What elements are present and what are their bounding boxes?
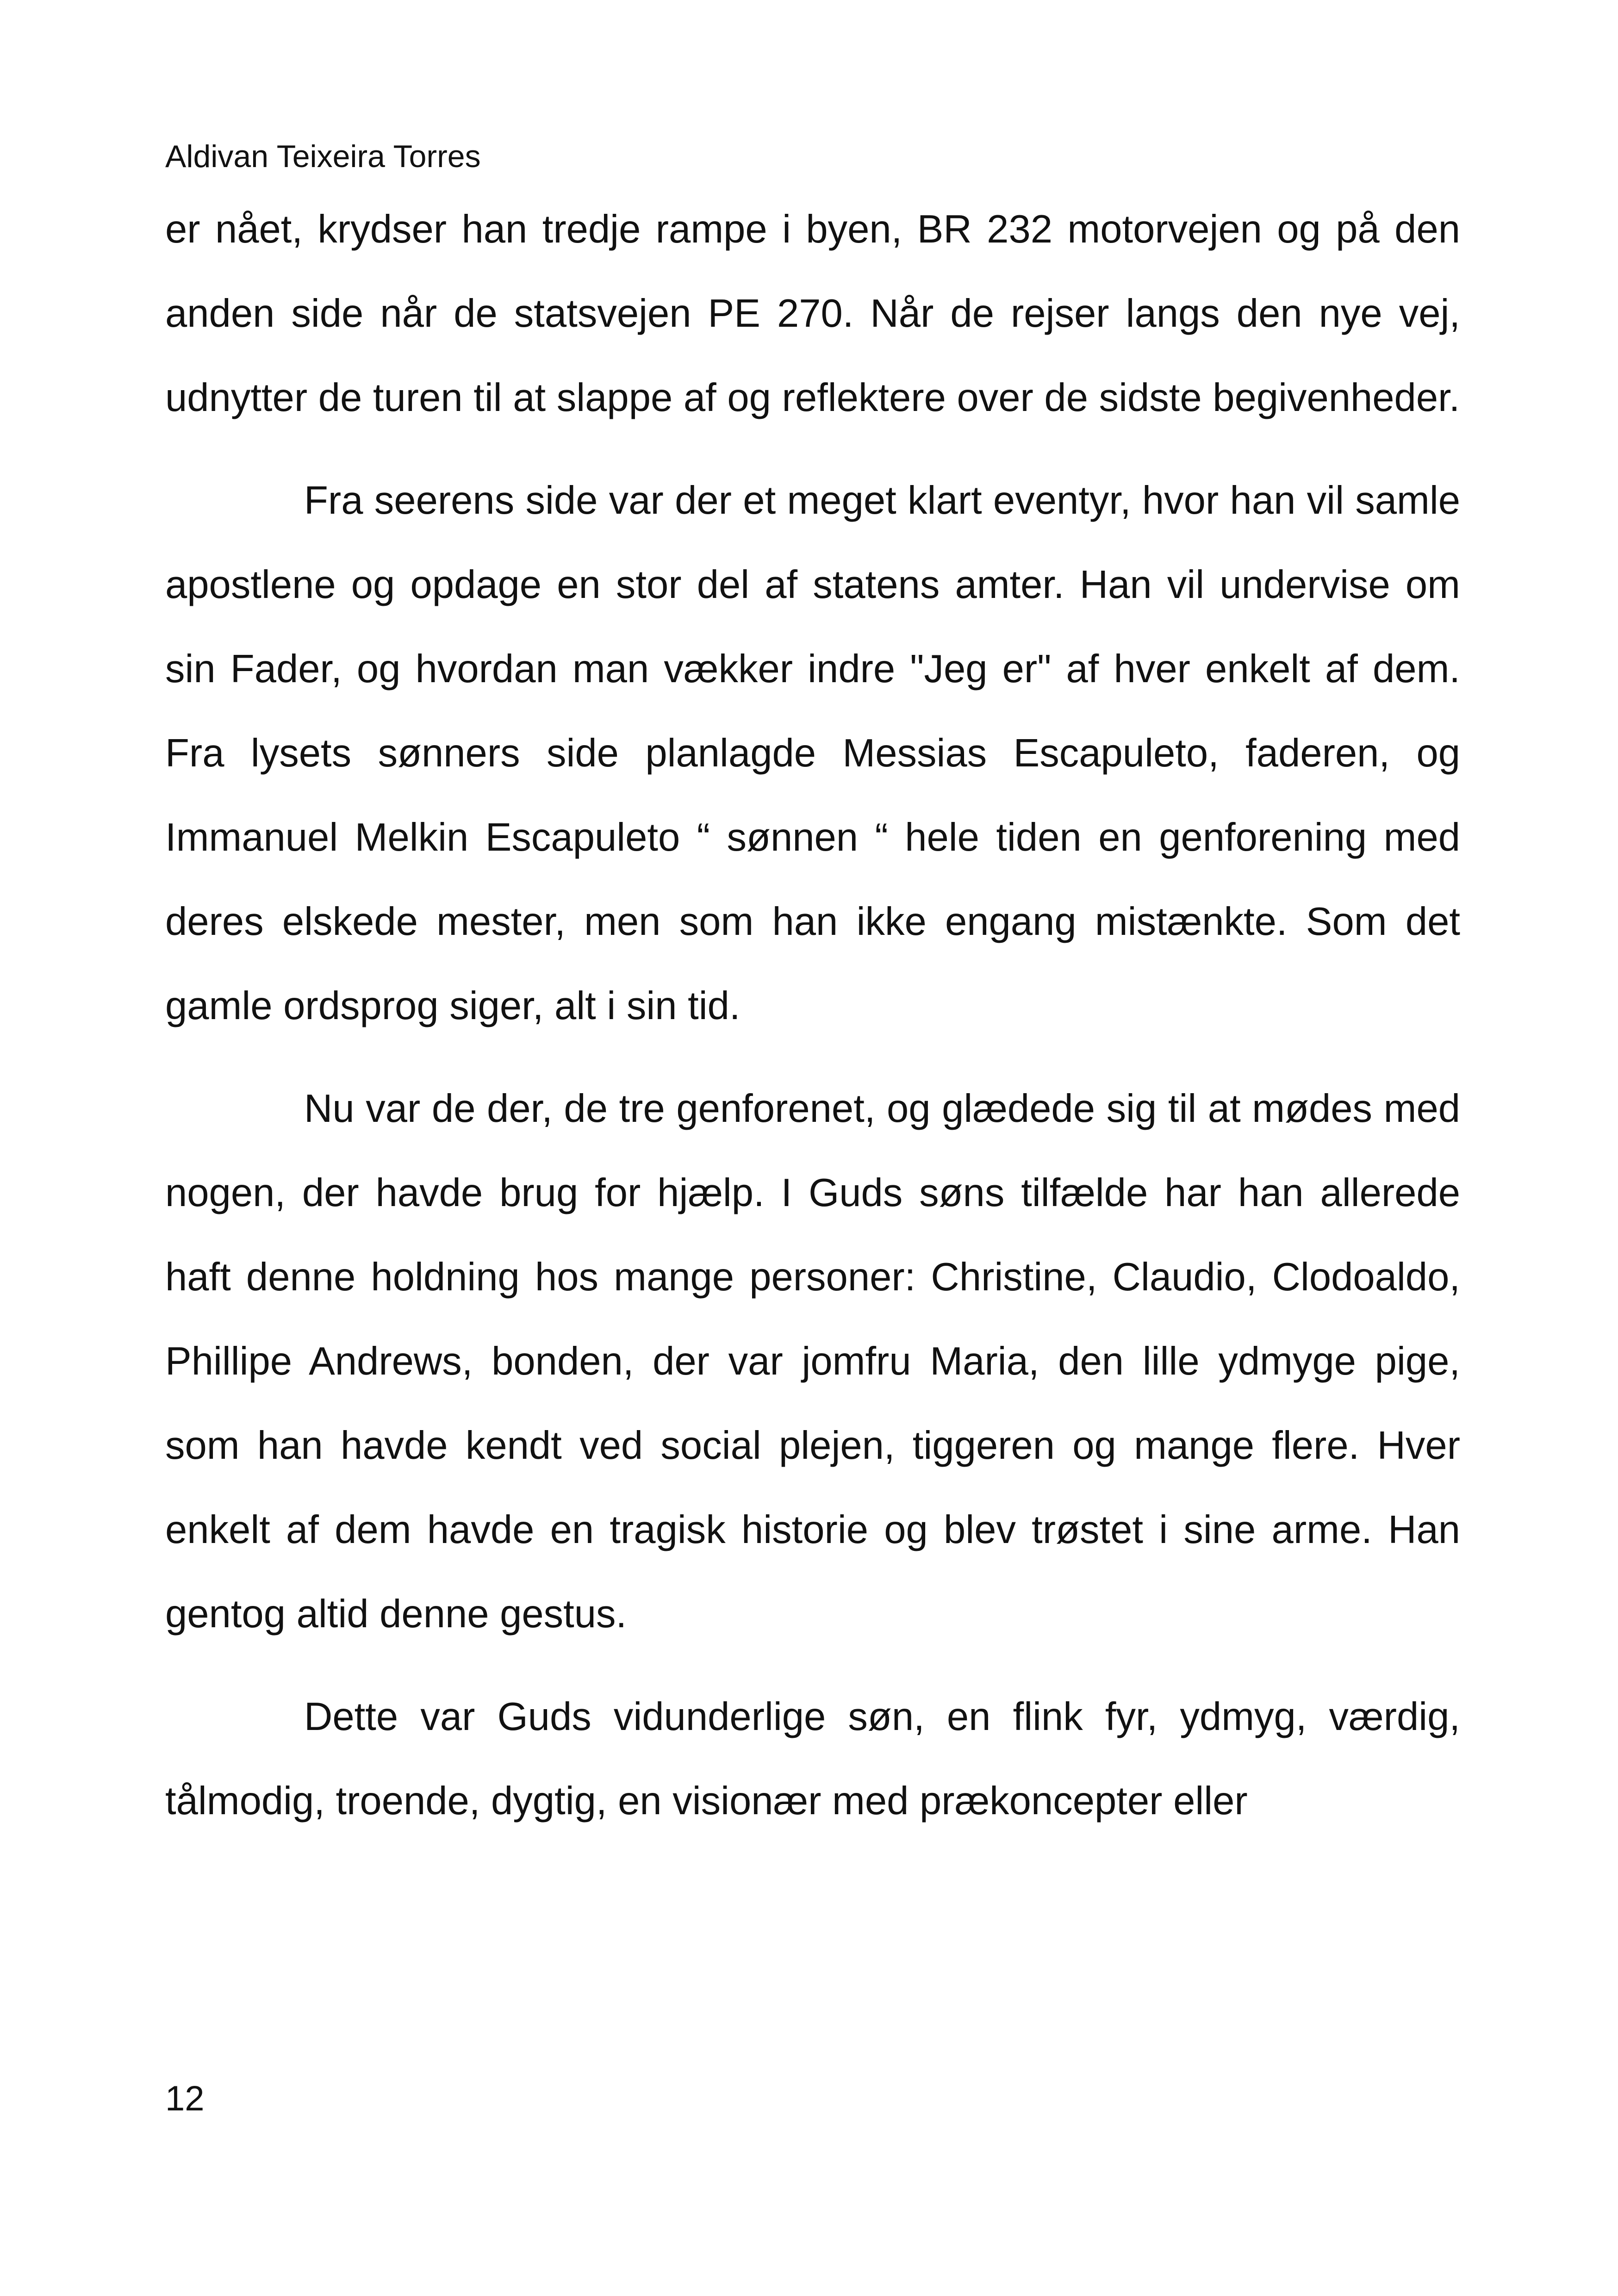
paragraph-continuation: er nået, krydser han tredje rampe i byen, BR 232 motorvejen og på den anden side når de statsvejen PE 270. Når de rejser langs den nye vej, udnytter de turen til at slappe af og reflektere over de sidste begivenheder. [165,207,1460,420]
paragraph: Fra seerens side var der et meget klart eventyr, hvor han vil samle apostlene og opdage en stor del af statens amter. Han vil undervise om sin Fader, og hvordan man vækker indre "Jeg er" af hver enkelt af dem. Fra lysets sønners side planlagde Messias Escapuleto, faderen, og Immanuel Melkin Escapuleto “ sønnen “ hele tiden en genforening med deres elskede mester, men som han ikke engang mistænkte. Som det gamle ordsprog siger, alt i sin tid. [165,479,1460,1028]
body-text [165,187,1460,1843]
page-number: 12 [165,2079,205,2118]
running-header-author: Aldivan Teixeira Torres [165,139,481,174]
paragraph: Nu var de der, de tre genforenet, og glædede sig til at mødes med nogen, der havde brug for hjælp. I Guds søns tilfælde har han allerede haft denne holdning hos mange personer: Christine, Claudio, Clodoaldo, Phillipe Andrews, bonden, der var jomfru Maria, den lille ydmyge pige, som han havde kendt ved social plejen, tiggeren og mange flere. Hver enkelt af dem havde en tragisk historie og blev trøstet i sine arme. Han gentog altid denne gestus. [165,1087,1460,1636]
paragraph: Dette var Guds vidunderlige søn, en flink fyr, ydmyg, værdig, tålmodig, troende, dygtig, en visionær med prækoncepter eller [165,1695,1460,1823]
